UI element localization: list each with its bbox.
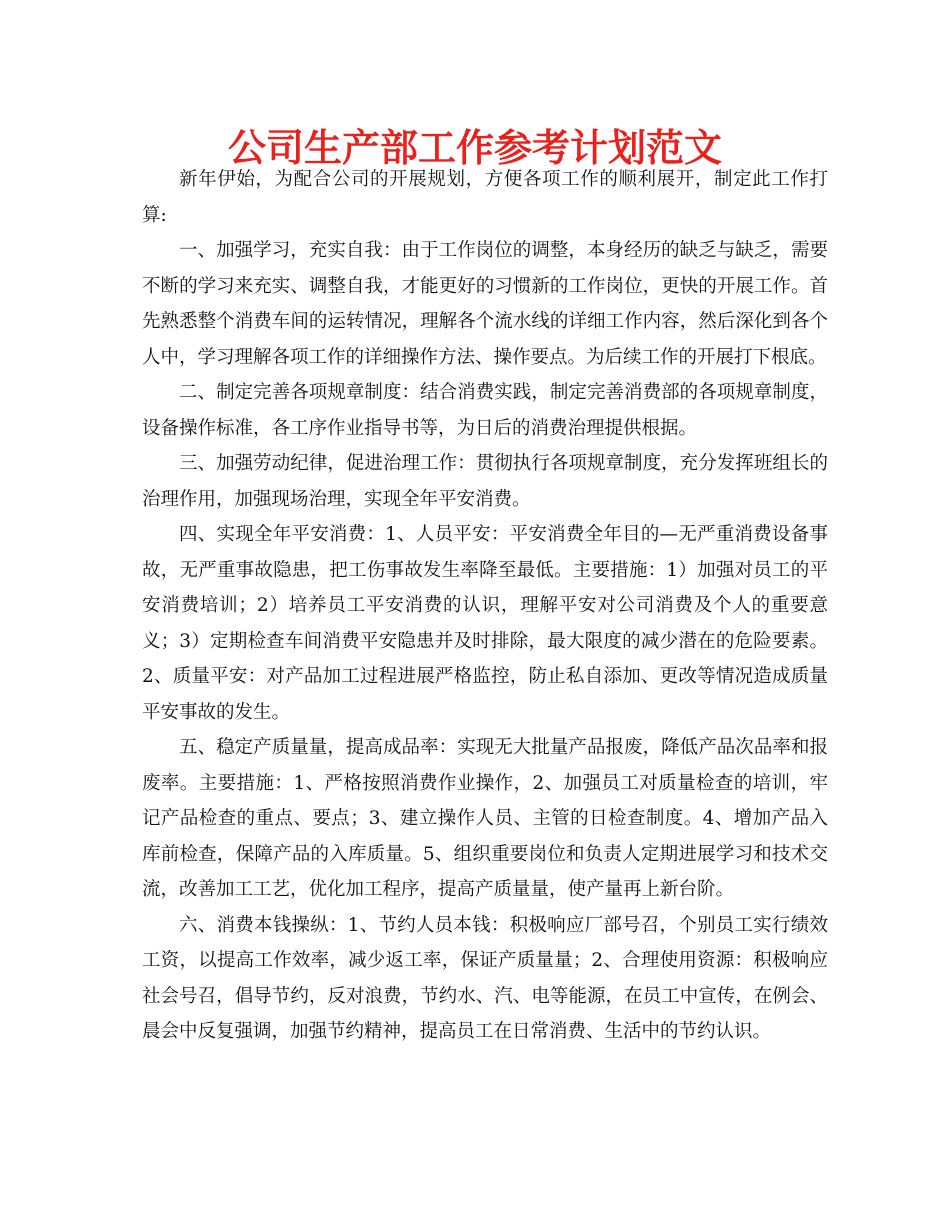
paragraph-section-1: 一、加强学习，充实自我：由于工作岗位的调整，本身经历的缺乏与缺乏，需要不断的学习来充实、调整自我，才能更好的习惯新的工作岗位，更快的开展工作。首先熟悉整个消费车间的运转情况，理解各个流水线的详细工作内容，然后深化到各个人中，学习理解各项工作的详细操作方法、操作要点。为后续工作的开展打下根底。: [142, 240, 828, 368]
paragraph-section-3: 三、加强劳动纪律，促进治理工作：贯彻执行各项规章制度，充分发挥班组长的治理作用，加强现场治理，实现全年平安消费。: [142, 453, 828, 510]
paragraph-section-6: 六、消费本钱操纵：1、节约人员本钱：积极响应厂部号召，个别员工实行绩效工资，以提高工作效率，减少返工率，保证产质量量；2、合理使用资源：积极响应社会号召，倡导节约，反对浪费，节约水、汽、电等能源，在员工中宣传，在例会、晨会中反复强调，加强节约精神，提高员工在日常消费、生活中的节约认识。: [142, 914, 828, 1042]
document-body: [142, 162, 828, 1050]
paragraph-section-4: 四、实现全年平安消费：1、人员平安：平安消费全年目的—无严重消费设备事故，无严重事故隐患，把工伤事故发生率降至最低。主要措施：1）加强对员工的平安消费培训；2）培养员工平安消费的认识，理解平安对公司消费及个人的重要意义；3）定期检查车间消费平安隐患并及时排除，最大限度的减少潜在的危险要素。2、质量平安：对产品加工过程进展严格监控，防止私自添加、更改等情况造成质量平安事故的发生。: [142, 524, 828, 723]
paragraph-section-5: 五、稳定产质量量，提高成品率：实现无大批量产品报废，降低产品次品率和报废率。主要措施：1、严格按照消费作业操作，2、加强员工对质量检查的培训，牢记产品检查的重点、要点；3、建立操作人员、主管的日检查制度。4、增加产品入库前检查，保障产品的入库质量。5、组织重要岗位和负责人定期进展学习和技术交流，改善加工工艺，优化加工程序，提高产质量量，使产量再上新台阶。: [142, 737, 828, 900]
document-title: 公司生产部工作参考计划范文: [227, 126, 722, 170]
paragraph-intro: 新年伊始，为配合公司的开展规划，方便各项工作的顺利展开，制定此工作打算:: [142, 169, 828, 226]
paragraph-section-2: 二、制定完善各项规章制度：结合消费实践，制定完善消费部的各项规章制度，设备操作标准，各工序作业指导书等，为日后的消费治理提供根据。: [142, 382, 828, 439]
